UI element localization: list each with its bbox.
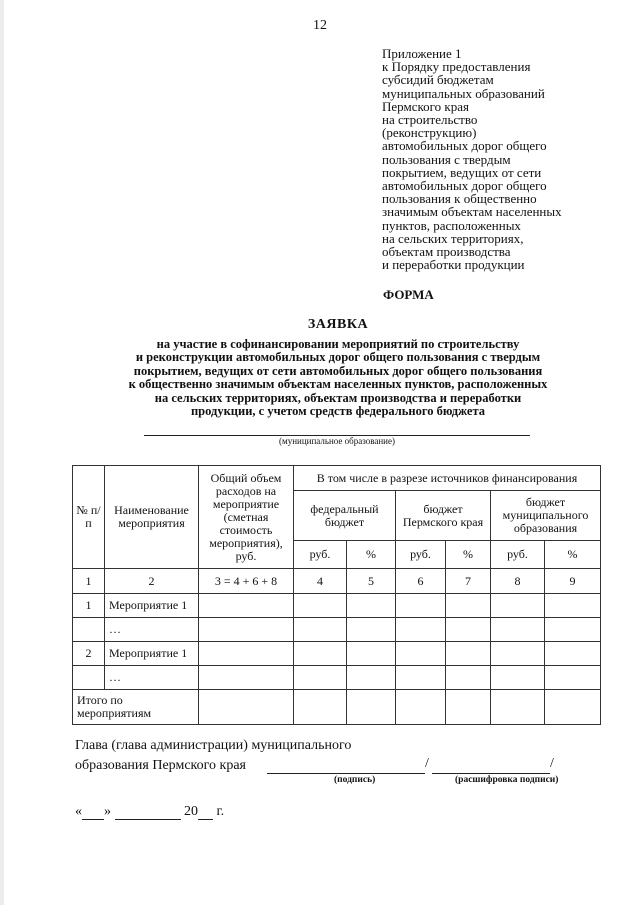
row-cell[interactable] — [446, 618, 491, 642]
municipality-caption: (муниципальное образование) — [279, 436, 395, 446]
appendix-line: Пермского края — [382, 98, 469, 114]
row-cell[interactable] — [347, 594, 396, 618]
total-cell[interactable] — [491, 690, 545, 725]
appendix-block — [382, 47, 622, 271]
appendix-line: объектам производства — [382, 244, 511, 260]
application-table — [72, 465, 601, 725]
row-num — [73, 618, 105, 642]
row-cell[interactable] — [347, 618, 396, 642]
date-close-quote: » — [104, 804, 111, 819]
header-total: Общий объем расходов на мероприятие (сметная стоимость мероприятия), руб. — [199, 466, 294, 569]
row-num: 2 — [73, 642, 105, 666]
row-cell[interactable] — [446, 642, 491, 666]
appendix-line: пользования с твердым — [382, 151, 511, 167]
row-num: 1 — [73, 594, 105, 618]
row-cell[interactable] — [294, 618, 347, 642]
row-cell[interactable] — [545, 618, 601, 642]
total-label: Итого по мероприятиям — [73, 690, 199, 725]
table-row — [73, 642, 601, 666]
appendix-line: к Порядку предоставления — [382, 59, 531, 75]
row-cell[interactable] — [294, 594, 347, 618]
row-name: … — [105, 666, 199, 690]
row-cell[interactable] — [545, 666, 601, 690]
day-field[interactable] — [82, 804, 104, 820]
total-cell[interactable] — [347, 690, 396, 725]
row-cell[interactable] — [491, 642, 545, 666]
row-cell[interactable] — [396, 618, 446, 642]
year-prefix: 20 — [184, 804, 198, 819]
row-cell[interactable] — [199, 594, 294, 618]
row-cell[interactable] — [294, 666, 347, 690]
column-number: 9 — [545, 569, 601, 594]
table-row — [73, 666, 601, 690]
row-num — [73, 666, 105, 690]
subtitle-line: продукции, с учетом средств федерального бюджета — [190, 404, 486, 419]
header-federal: федеральный бюджет — [294, 491, 396, 541]
total-row — [73, 690, 601, 725]
year-field[interactable] — [198, 804, 213, 820]
signatory-line-1: Глава (глава администрации) муниципального — [75, 738, 352, 753]
row-cell[interactable] — [545, 642, 601, 666]
year-suffix: г. — [216, 804, 225, 819]
decoding-field-line[interactable] — [432, 773, 550, 774]
row-cell[interactable] — [199, 618, 294, 642]
row-cell[interactable] — [396, 642, 446, 666]
column-number: 5 — [347, 569, 396, 594]
header-num: № п/п — [73, 466, 105, 569]
total-cell[interactable] — [294, 690, 347, 725]
column-number: 1 — [73, 569, 105, 594]
row-name: Мероприятие 1 — [105, 642, 199, 666]
appendix-line: (реконструкцию) — [382, 125, 477, 141]
header-regional-pct: % — [446, 541, 491, 569]
appendix-line: Приложение 1 — [382, 46, 462, 61]
total-cell[interactable] — [446, 690, 491, 725]
appendix-line: покрытием, ведущих от сети — [382, 164, 542, 180]
appendix-line: и переработки продукции — [382, 257, 525, 273]
date-line — [75, 804, 224, 820]
total-cell[interactable] — [396, 690, 446, 725]
row-cell[interactable] — [491, 594, 545, 618]
column-number-row — [73, 569, 601, 594]
appendix-line: на сельских территориях, — [382, 230, 524, 246]
row-cell[interactable] — [199, 642, 294, 666]
total-cell[interactable] — [199, 690, 294, 725]
header-federal-pct: % — [347, 541, 396, 569]
document-title: ЗАЯВКА — [307, 317, 369, 332]
scan-edge — [0, 0, 4, 905]
signature-slash-left: / — [425, 756, 429, 771]
header-regional: бюджет Пермского края — [396, 491, 491, 541]
row-cell[interactable] — [446, 666, 491, 690]
decoding-caption: (расшифровка подписи) — [455, 775, 559, 785]
appendix-line: пунктов, расположенных — [382, 217, 521, 233]
appendix-line: значимым объектам населенных — [382, 204, 562, 220]
header-sources: В том числе в разрезе источников финансирования — [294, 466, 601, 491]
header-municipal-pct: % — [545, 541, 601, 569]
row-cell[interactable] — [545, 594, 601, 618]
row-name: … — [105, 618, 199, 642]
subtitle-line: к общественно значимым объектам населенных пунктов, расположенных — [128, 377, 548, 392]
row-cell[interactable] — [294, 642, 347, 666]
subtitle-line: и реконструкции автомобильных дорог общего пользования с твердым — [135, 350, 541, 365]
table-row — [73, 594, 601, 618]
row-cell[interactable] — [347, 666, 396, 690]
document-subtitle — [80, 338, 596, 418]
appendix-line: на строительство — [382, 112, 478, 128]
row-cell[interactable] — [347, 642, 396, 666]
row-cell[interactable] — [396, 666, 446, 690]
signature-caption: (подпись) — [334, 775, 376, 785]
column-number: 3 = 4 + 6 + 8 — [199, 569, 294, 594]
appendix-line: муниципальных образований — [382, 85, 545, 101]
header-federal-rub: руб. — [294, 541, 347, 569]
header-municipal-rub: руб. — [491, 541, 545, 569]
row-name: Мероприятие 1 — [105, 594, 199, 618]
signatory-line-2: образования Пермского края — [75, 758, 246, 773]
table-row — [73, 618, 601, 642]
form-label: ФОРМА — [383, 287, 434, 302]
row-cell[interactable] — [199, 666, 294, 690]
appendix-line: автомобильных дорог общего — [382, 178, 547, 194]
subtitle-line: покрытием, ведущих от сети автомобильных дорог общего пользования — [133, 363, 543, 378]
row-cell[interactable] — [491, 618, 545, 642]
column-number: 8 — [491, 569, 545, 594]
row-cell[interactable] — [491, 666, 545, 690]
signature-field-line[interactable] — [267, 773, 425, 774]
subtitle-line: на участие в софинансировании мероприятий по строительству — [156, 337, 520, 351]
column-number: 2 — [105, 569, 199, 594]
appendix-line: субсидий бюджетам — [382, 72, 494, 88]
header-name: Наименование мероприятия — [105, 466, 199, 569]
row-cell[interactable] — [396, 594, 446, 618]
subtitle-line: на сельских территориях, объектам производства и переработки — [154, 390, 522, 405]
date-open-quote: « — [75, 804, 82, 819]
column-number: 6 — [396, 569, 446, 594]
row-cell[interactable] — [446, 594, 491, 618]
appendix-line: пользования к общественно — [382, 191, 537, 207]
signature-slash-right: / — [550, 756, 554, 771]
page-number: 12 — [313, 18, 327, 33]
header-regional-rub: руб. — [396, 541, 446, 569]
column-number: 7 — [446, 569, 491, 594]
month-field[interactable] — [115, 804, 181, 820]
total-cell[interactable] — [545, 690, 601, 725]
appendix-line: автомобильных дорог общего — [382, 138, 547, 154]
column-number: 4 — [294, 569, 347, 594]
header-municipal: бюджет муниципального образования — [491, 491, 601, 541]
